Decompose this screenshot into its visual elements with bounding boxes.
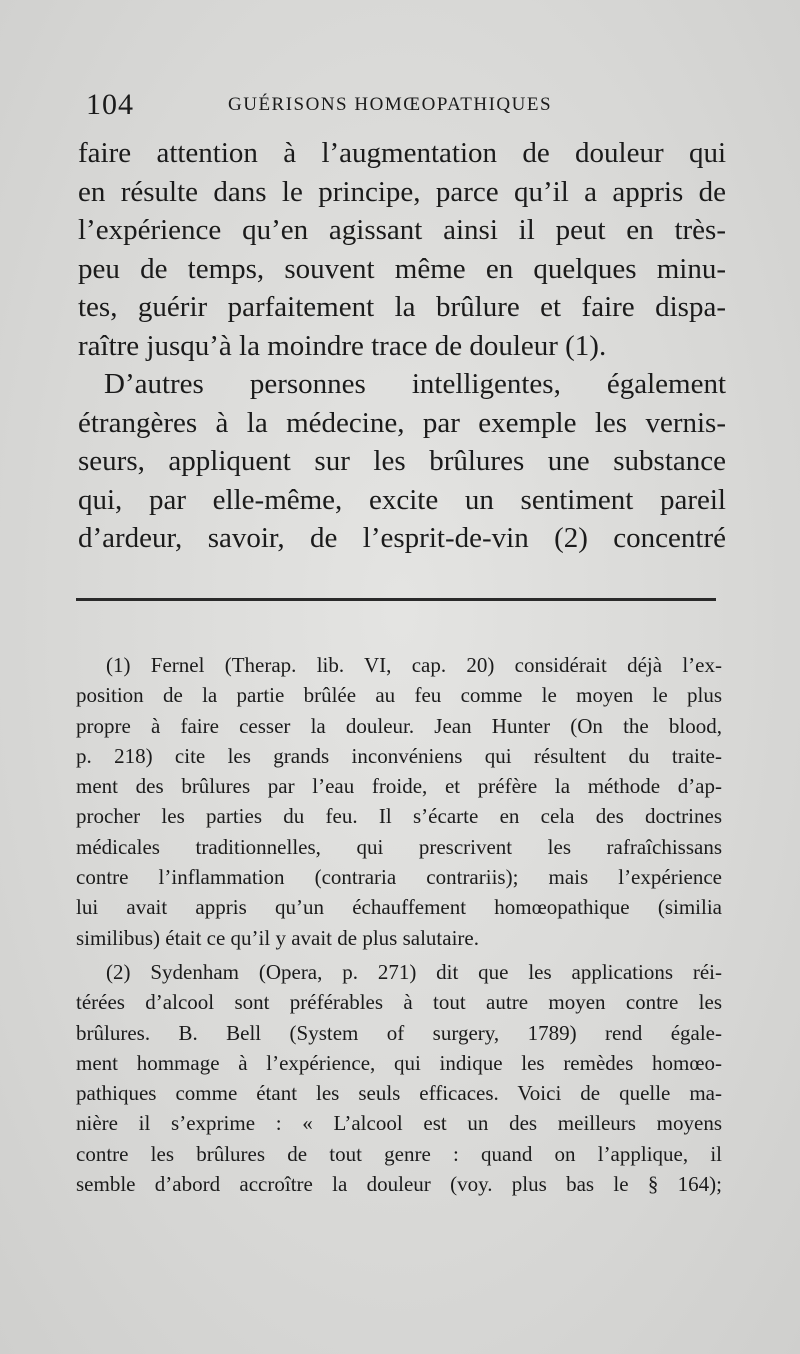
- footnote-line: brûlures. B. Bell (System of surgery, 1789) rend égale-: [76, 1020, 722, 1045]
- footnote-line: (2) Sydenham (Opera, p. 271) dit que les applications réi-: [106, 959, 722, 984]
- footnote-line: ment hommage à l’expérience, qui indique les remèdes homœo-: [76, 1050, 722, 1075]
- footnote-line: position de la partie brûlée au feu comme le moyen le plus: [76, 683, 722, 708]
- text-line: faire attention à l’augmentation de douleur qui: [78, 137, 726, 169]
- footnote-line: contre les brûlures de tout genre : quand on l’applique, il: [76, 1141, 722, 1166]
- footnote-line: semble d’abord accroître la douleur (voy. plus bas le § 164);: [76, 1172, 722, 1197]
- footnote-line: procher les parties du feu. Il s’écarte en cela des doctrines: [76, 804, 722, 829]
- paragraph-2: [78, 365, 726, 558]
- text-line: raître jusqu’à la moindre trace de douleur (1).: [78, 329, 607, 362]
- footnote-line: lui avait appris qu’un échauffement homœopathique (similia: [76, 895, 722, 920]
- text-line: qui, par elle-même, excite un sentiment pareil: [78, 483, 726, 516]
- footnote-line: propre à faire cesser la douleur. Jean Hunter (On the blood,: [76, 713, 722, 738]
- footnote-1: [76, 650, 722, 953]
- footnote-line: térées d’alcool sont préférables à tout autre moyen contre les: [76, 990, 722, 1015]
- footnote-line: p. 218) cite les grands inconvéniens qui résultent du traite-: [76, 743, 722, 768]
- footnotes: [76, 650, 722, 1203]
- running-head: GUÉRISONS HOMŒOPATHIQUES: [228, 94, 553, 115]
- text-line: seurs, appliquent sur les brûlures une substance: [78, 445, 726, 477]
- footnote-line: contre l’inflammation (contraria contrariis); mais l’expérience: [76, 865, 722, 890]
- footnote-rule: [76, 598, 716, 601]
- main-text: [78, 134, 726, 558]
- text-line: étrangères à la médecine, par exemple les vernis-: [78, 406, 726, 439]
- text-line: l’expérience qu’en agissant ainsi il peut en très-: [78, 214, 726, 246]
- page-number: 104: [86, 88, 134, 121]
- text-line: D’autres personnes intelligentes, également: [104, 368, 726, 400]
- footnote-2: [76, 957, 722, 1199]
- paragraph-1: [78, 134, 726, 365]
- text-line: tes, guérir parfaitement la brûlure et faire dispa-: [78, 291, 726, 323]
- text-line: d’ardeur, savoir, de l’esprit-de-vin (2) concentré: [78, 522, 726, 554]
- footnote-line: similibus) était ce qu’il y avait de plus salutaire.: [76, 925, 479, 950]
- text-line: peu de temps, souvent même en quelques minu-: [78, 252, 726, 285]
- text-line: en résulte dans le principe, parce qu’il a appris de: [78, 175, 726, 208]
- footnote-line: ment des brûlures par l’eau froide, et préfère la méthode d’ap-: [76, 774, 722, 799]
- footnote-line: (1) Fernel (Therap. lib. VI, cap. 20) considérait déjà l’ex-: [106, 653, 722, 677]
- page-header: [86, 88, 726, 124]
- footnote-line: nière il s’exprime : « L’alcool est un des meilleurs moyens: [76, 1111, 722, 1136]
- footnote-line: médicales traditionnelles, qui prescrivent les rafraîchissans: [76, 834, 722, 859]
- footnote-line: pathiques comme étant les seuls efficaces. Voici de quelle ma-: [76, 1081, 722, 1106]
